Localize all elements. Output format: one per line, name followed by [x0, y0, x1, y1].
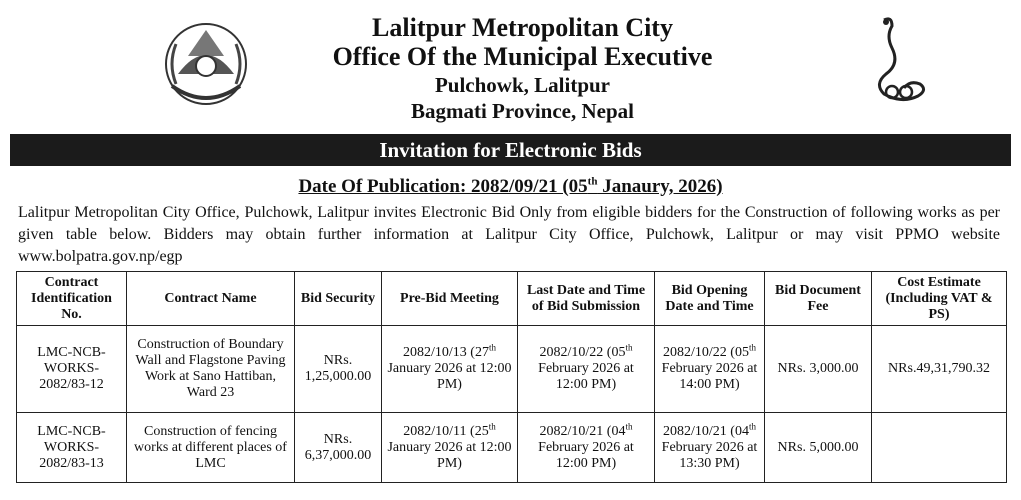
- pub-date-main: Date Of Publication: 2082/09/21 (05: [298, 176, 588, 197]
- pub-date-rest: Janaury, 2026): [597, 176, 723, 197]
- opening-date: 2082/10/21 (04: [663, 423, 749, 439]
- opening-date: 2082/10/22 (05: [663, 345, 749, 360]
- intro-paragraph: Lalitpur Metropolitan City Office, Pulchowk, Lalitpur invites Electronic Bid Only from eligible bidders for the Construction of following works as per given table below. Bidders may obtain further information at Lalitpur City Office, Pulchowk, Lalitpur or may visit PPMO website www.bolpatra.gov.np/egp: [18, 204, 1000, 265]
- submission-date: 2082/10/22 (05: [539, 345, 626, 360]
- header-opening: Bid Opening Date and Time: [655, 272, 765, 326]
- contract-id: LMC-NCB-WORKS-2082/83-13: [17, 413, 127, 483]
- pre-bid-sup: th: [488, 342, 496, 353]
- opening-sup: th: [748, 420, 756, 431]
- address-line-2: Bagmati Province, Nepal: [410, 99, 634, 123]
- pre-bid-date: 2082/10/13 (27: [403, 345, 489, 360]
- pre-bid-meeting: [382, 326, 518, 413]
- opening-rest: February 2026 at 14:00 PM): [661, 361, 758, 392]
- pub-date-sup: th: [587, 175, 598, 188]
- header-document-fee: Bid Document Fee: [765, 272, 872, 326]
- header-bid-security: Bid Security: [295, 272, 382, 326]
- nepal-emblem-icon: [158, 16, 254, 112]
- pre-bid-rest: January 2026 at 12:00 PM): [387, 361, 512, 392]
- submission-sup: th: [625, 342, 633, 353]
- opening-sup: th: [748, 342, 756, 353]
- opening-rest: February 2026 at 13:30 PM): [661, 439, 758, 471]
- header-contract-id: Contract Identification No.: [17, 272, 127, 326]
- contract-name: Construction of fencing works at different places of LMC: [127, 413, 295, 483]
- table-row: [17, 326, 1007, 413]
- submission-deadline: [518, 326, 655, 413]
- cost-estimate: NRs.49,31,790.32: [872, 326, 1007, 413]
- bid-security: NRs. 6,37,000.00: [295, 413, 382, 483]
- table-header-row: [17, 272, 1007, 326]
- table-row: [17, 413, 1007, 483]
- submission-rest: February 2026 at 12:00 PM): [538, 361, 634, 392]
- submission-deadline: [518, 413, 655, 483]
- pre-bid-date: 2082/10/11 (25: [403, 423, 489, 439]
- header-submission: Last Date and Time of Bid Submission: [518, 272, 655, 326]
- publication-date: [0, 176, 1021, 198]
- organization-block: [250, 14, 795, 124]
- contract-name: Construction of Boundary Wall and Flagstone Paving Work at Sano Hattiban, Ward 23: [127, 326, 295, 413]
- pre-bid-sup: th: [488, 420, 496, 431]
- submission-date: 2082/10/21 (04: [539, 423, 626, 439]
- document-fee: NRs. 5,000.00: [765, 413, 872, 483]
- header-contract-name: Contract Name: [127, 272, 295, 326]
- lmc-logo-icon: [862, 14, 932, 104]
- submission-rest: February 2026 at 12:00 PM): [538, 439, 634, 471]
- pre-bid-meeting: [382, 413, 518, 483]
- title-banner: Invitation for Electronic Bids: [10, 134, 1011, 166]
- header-cost-estimate: Cost Estimate (Including VAT & PS): [872, 272, 1007, 326]
- bid-opening: [655, 326, 765, 413]
- bid-opening: [655, 413, 765, 483]
- header-pre-bid-meeting: Pre-Bid Meeting: [382, 272, 518, 326]
- pre-bid-rest: January 2026 at 12:00 PM): [387, 439, 512, 471]
- letterhead: [0, 0, 1021, 135]
- bids-table: [16, 271, 1007, 483]
- publication-date-text: [298, 176, 722, 197]
- office-name: Office Of the Municipal Executive: [332, 42, 713, 71]
- submission-sup: th: [625, 420, 633, 431]
- org-name: Lalitpur Metropolitan City: [372, 13, 673, 42]
- document-fee: NRs. 3,000.00: [765, 326, 872, 413]
- bid-security: NRs. 1,25,000.00: [295, 326, 382, 413]
- contract-id: LMC-NCB-WORKS-2082/83-12: [17, 326, 127, 413]
- cost-estimate: [872, 413, 1007, 483]
- address-line-1: Pulchowk, Lalitpur: [434, 73, 611, 97]
